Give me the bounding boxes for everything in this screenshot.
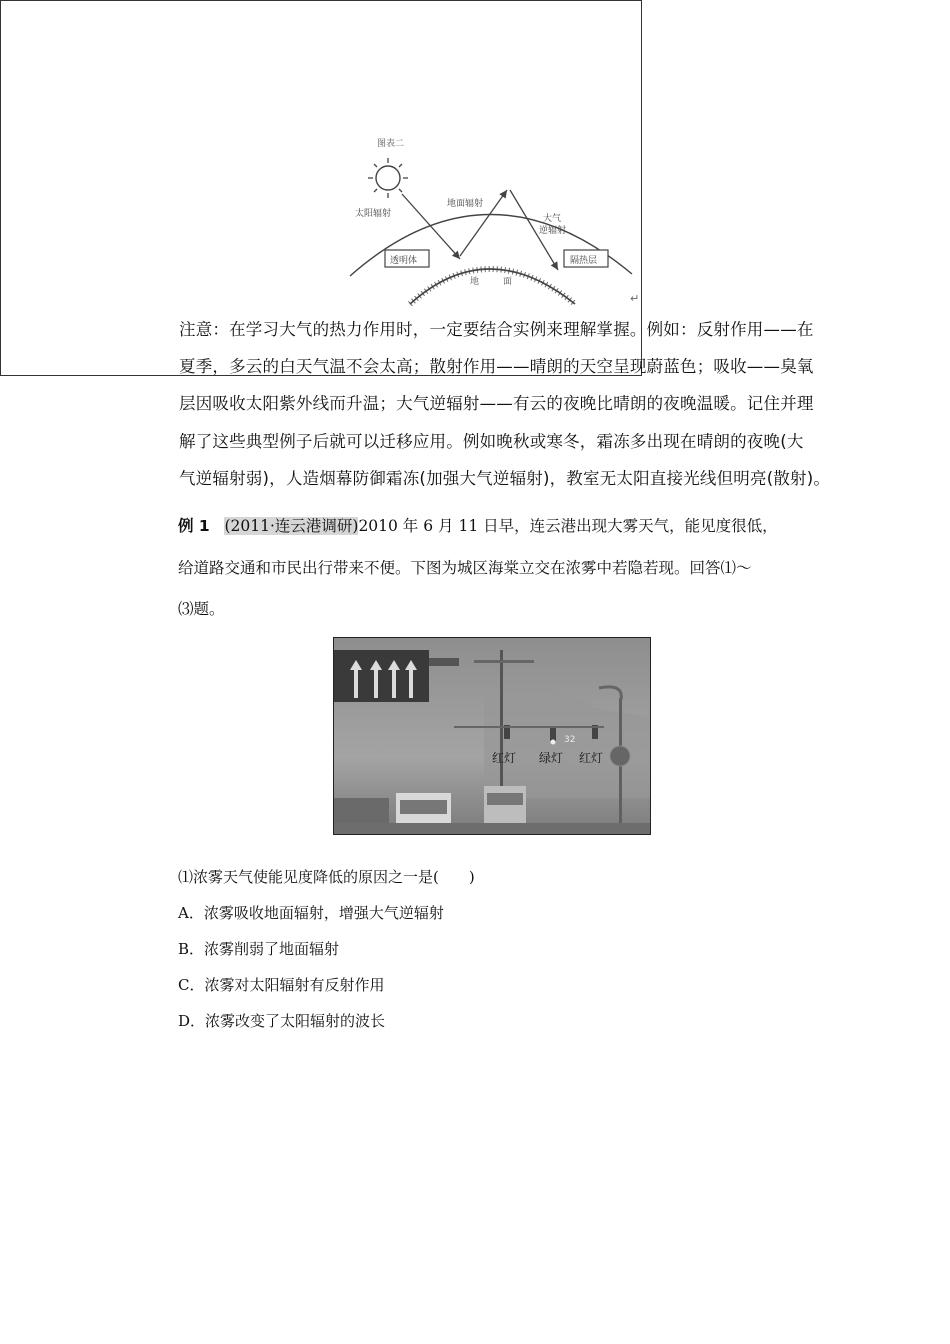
light-label-green: 绿灯 — [539, 751, 564, 765]
light-label-red-1: 红灯 — [492, 751, 517, 765]
bus-2 — [484, 786, 526, 826]
atmosphere-heat-diagram — [170, 124, 812, 314]
signal-counter: 32 — [564, 735, 576, 745]
example-label: 例 1 — [178, 517, 210, 535]
road-sign — [334, 650, 429, 702]
note-line-2: 夏季，多云的白天气温不会太高；散射作用——晴朗的天空呈现蔚蓝色；吸收——臭氧 — [179, 357, 814, 376]
return-mark: ↵ — [630, 292, 640, 305]
option-b: B．浓雾削弱了地面辐射 — [178, 940, 340, 958]
example-line-2: 给道路交通和市民出行带来不便。下图为城区海棠立交在浓雾中若隐若现。回答⑴～ — [178, 559, 752, 577]
diagram-caption: 图表二 — [377, 139, 405, 149]
question-stem: ⑴浓雾天气使能见度降低的原因之一是( ) — [178, 868, 475, 886]
ground-label-1: 地 — [470, 277, 480, 287]
counter-radiation-label-2: 逆辐射 — [539, 226, 567, 236]
transparent-label: 透明体 — [390, 256, 418, 266]
note-line-5: 气逆辐射弱)，人造烟幕防御霜冻(加强大气逆辐射)，教室无太阳直接光线但明亮(散射)。 — [179, 469, 831, 488]
option-a: A．浓雾吸收地面辐射，增强大气逆辐射 — [178, 904, 444, 922]
sun-icon — [368, 158, 408, 198]
option-c: C．浓雾对太阳辐射有反射作用 — [178, 976, 385, 994]
example-line1-text: 2010 年 6 月 11 日早，连云港出现大雾天气，能见度很低， — [358, 517, 778, 535]
insulation-label: 隔热层 — [570, 256, 598, 266]
note-line-4: 解了这些典型例子后就可以迁移应用。例如晚秋或寒冬，霜冻多出现在晴朗的夜晚(大 — [179, 432, 804, 451]
note-line-3: 层因吸收太阳紫外线而升温；大气逆辐射——有云的夜晚比晴朗的夜晚温暖。记住并理 — [179, 394, 814, 413]
example-line-3: ⑶题。 — [178, 600, 225, 618]
foggy-interchange-photo — [333, 637, 651, 835]
option-d: D．浓雾改变了太阳辐射的波长 — [178, 1012, 386, 1030]
sun-radiation-label: 太阳辐射 — [355, 209, 392, 219]
counter-radiation-label-1: 大气 — [543, 214, 562, 224]
example-source: (2011·连云港调研) — [224, 517, 359, 535]
ground-label-2: 面 — [503, 277, 513, 287]
ground-radiation-label: 地面辐射 — [447, 199, 484, 209]
note-line-1: 注意：在学习大气的热力作用时，一定要结合实例来理解掌握。例如：反射作用——在 — [179, 320, 814, 339]
example-line-1 — [178, 514, 778, 536]
light-label-red-2: 红灯 — [579, 751, 604, 765]
